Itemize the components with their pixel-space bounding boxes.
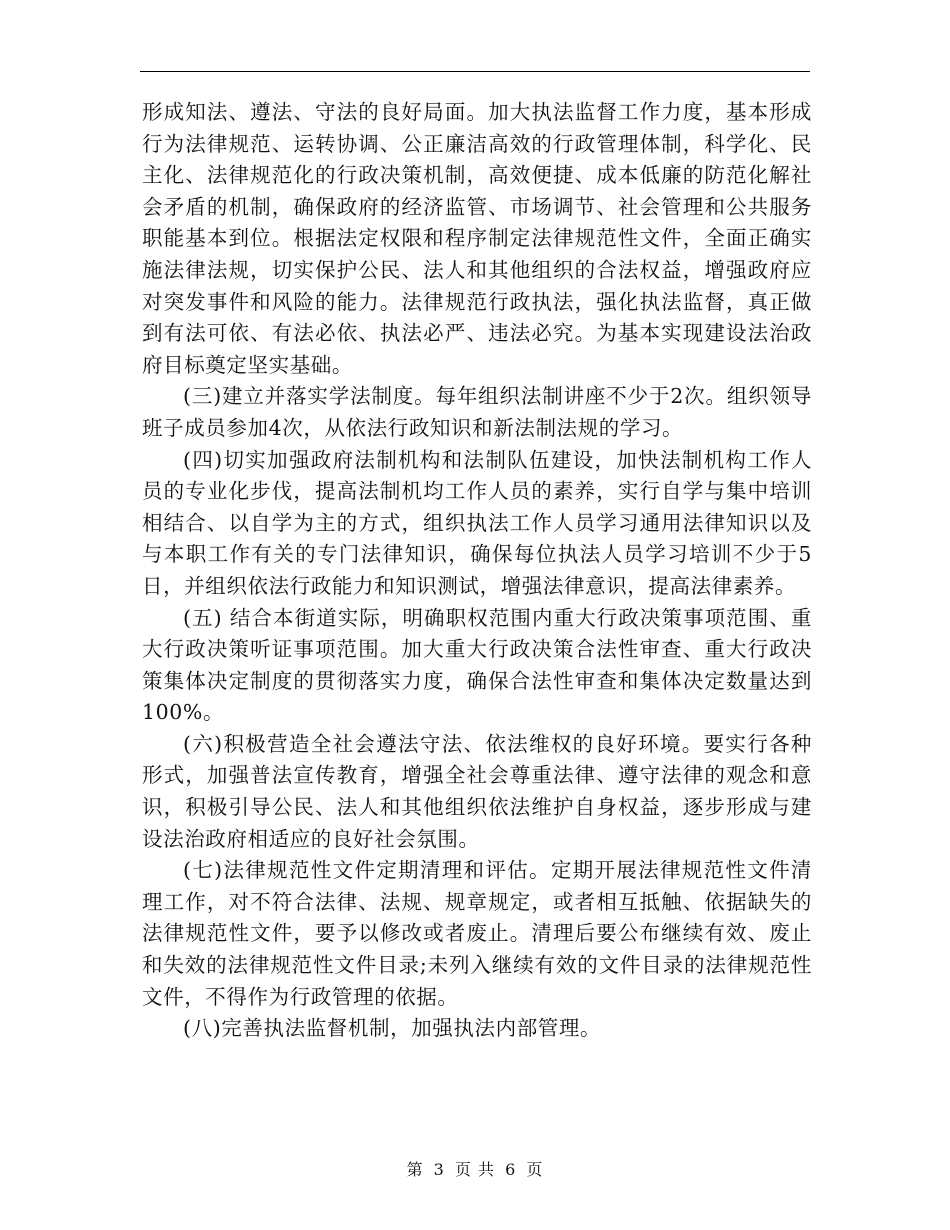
paragraph-item-8: (八)完善执法监督机制，加强执法内部管理。 <box>183 1016 602 1041</box>
header-rule <box>140 71 810 72</box>
page-label-suffix: 页 <box>526 1160 544 1179</box>
paragraph-continuation: 形成知法、遵法、守法的良好局面。加大执法监督工作力度，基本形成行为法律规范、运转协调、公正廉洁高效的行政管理体制，科学化、民主化、法律规范化的行政决策机制，高效便捷、成本低廉的防范化解社会矛盾的机制，确保政府的经济监管、市场调节、社会管理和公共服务职能基本到位。根据法定权限和程序制定法律规范性文件，全面正确实施法律法规，切实保护公民、法人和其他组织的合法权益，增强政府应对突发事件和风险的能力。法律规范行政执法，强化执法监督，真正做到有法可依、有法必依、执法必严、违法必究。为基本实现建设法治政府目标奠定坚实基础。 <box>142 100 812 377</box>
total-pages-number: 6 <box>505 1160 517 1179</box>
paragraph-item-6: (六)积极营造全社会遵法守法、依法维权的良好环境。要实行各种形式，加强普法宣传教育，增强全社会尊重法律、遵守法律的观念和意识，积极引导公民、法人和其他组织依法维护自身权益，逐步形成与建设法治政府相适应的良好社会氛围。 <box>142 731 812 851</box>
paragraph-item-3: (三)建立并落实学法制度。每年组织法制讲座不少于2次。组织领导班子成员参加4次，从依法行政知识和新法制法规的学习。 <box>142 384 812 440</box>
page-label-prefix: 第 <box>406 1160 424 1179</box>
current-page-number: 3 <box>433 1160 445 1179</box>
document-body <box>142 97 812 1045</box>
page-label-mid: 页 共 <box>454 1160 496 1179</box>
page-footer <box>0 1157 950 1180</box>
paragraph-item-7: (七)法律规范性文件定期清理和评估。定期开展法律规范性文件清理工作，对不符合法律、法规、规章规定，或者相互抵触、依据缺失的法律规范性文件，要予以修改或者废止。清理后要公布继续有效、废止和失效的法律规范性文件目录;未列入继续有效的文件目录的法律规范性文件，不得作为行政管理的依据。 <box>142 858 812 1009</box>
paragraph-item-4: (四)切实加强政府法制机构和法制队伍建设，加快法制机构工作人员的专业化步伐，提高法制机均工作人员的素养，实行自学与集中培训相结合、以自学为主的方式，组织执法工作人员学习通用法律知识以及与本职工作有关的专门法律知识，确保每位执法人员学习培训不少于5日，并组织依法行政能力和知识测试，增强法律意识，提高法律素养。 <box>142 447 812 598</box>
paragraph-item-5: (五) 结合本街道实际，明确职权范围内重大行政决策事项范围、重大行政决策听证事项范围。加大重大行政决策合法性审查、重大行政决策集体决定制度的贯彻落实力度，确保合法性审查和集体决定数量达到100%。 <box>142 605 812 725</box>
